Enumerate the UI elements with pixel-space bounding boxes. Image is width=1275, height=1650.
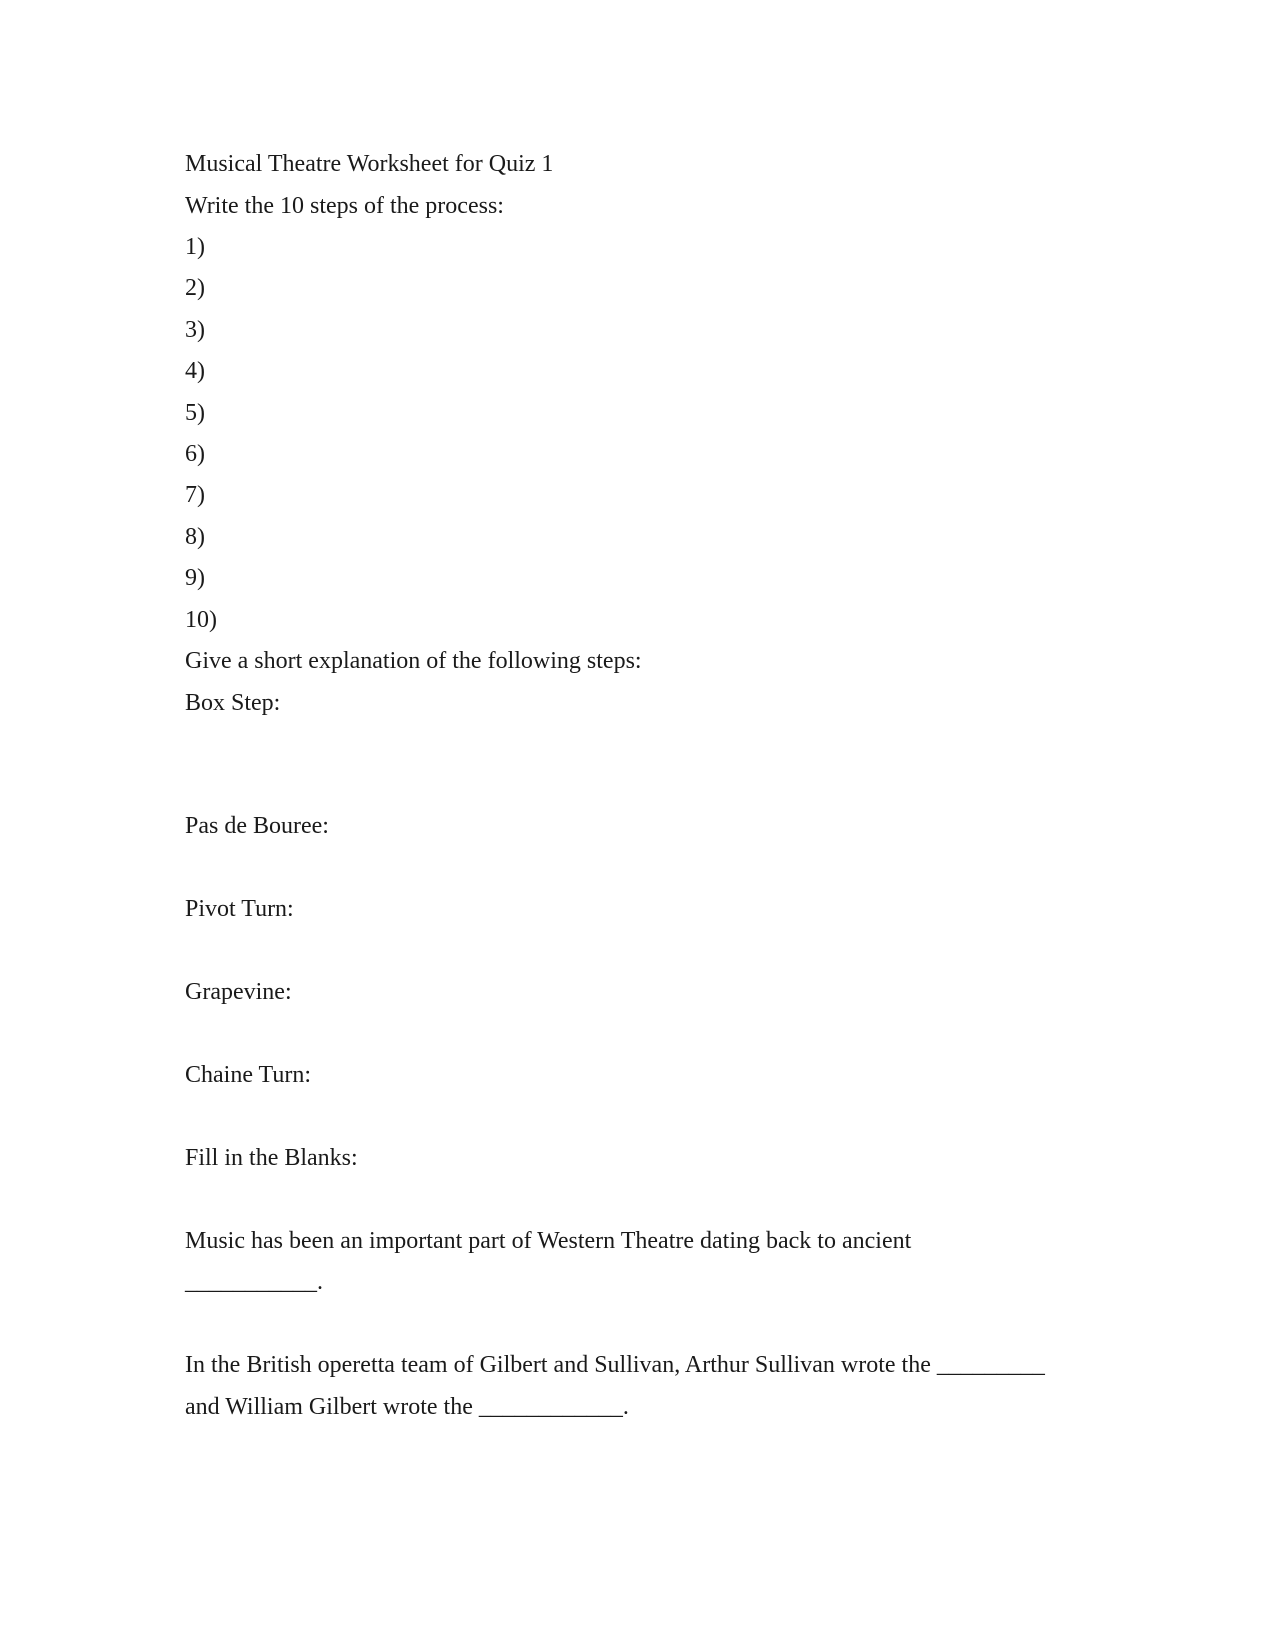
fill-question-1-line-1: Music has been an important part of Western Theatre dating back to ancient [185,1228,912,1254]
step-number: 4) [185,358,205,384]
step-number: 3) [185,317,205,343]
dance-step-label: Box Step: [185,690,281,716]
worksheet-title: Musical Theatre Worksheet for Quiz 1 [185,151,554,177]
step-number: 2) [185,275,205,301]
fill-question-1-line-2: ___________. [185,1269,323,1295]
fill-blanks-heading: Fill in the Blanks: [185,1145,358,1171]
dance-step-label: Pivot Turn: [185,896,294,922]
step-number: 9) [185,565,205,591]
dance-step-label: Chaine Turn: [185,1062,312,1088]
dance-step-label: Grapevine: [185,979,292,1005]
fill-question-2-line-1: In the British operetta team of Gilbert and Sullivan, Arthur Sullivan wrote the _________ [185,1352,1045,1378]
step-number: 8) [185,524,205,550]
step-number: 1) [185,234,205,260]
steps-prompt: Write the 10 steps of the process: [185,193,504,219]
dance-step-label: Pas de Bouree: [185,813,329,839]
explanation-prompt: Give a short explanation of the following steps: [185,648,642,674]
step-number: 6) [185,441,205,467]
step-number: 10) [185,607,217,633]
step-number: 7) [185,482,205,508]
step-number: 5) [185,400,205,426]
fill-question-2-line-2: and William Gilbert wrote the ____________. [185,1394,629,1420]
